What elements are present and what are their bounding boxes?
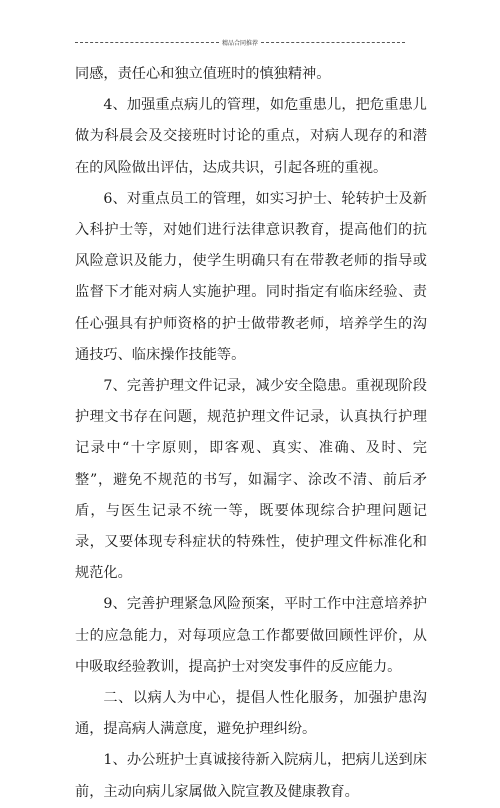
header-title: 精品合同推荐 bbox=[222, 40, 259, 47]
header-divider-left bbox=[75, 42, 219, 43]
document-body bbox=[75, 59, 427, 808]
page-header bbox=[75, 38, 405, 47]
paragraph-item-4: 4、加强重点病儿的管理，如危重患儿，把危重患儿做为科晨会及交接班时讨论的重点，对病人现存的和潜在的风险做出评估，达成共识，引起各班的重视。 bbox=[75, 97, 427, 176]
paragraph-item-6: 6、对重点员工的管理，如实习护士、轮转护士及新入科护士等，对她们进行法律意识教育，提高他们的抗风险意识及能力，使学生明确只有在带教老师的指导或监督下才能对病人实施护理。同时指定有临床经验、责任心强具有护师资格的护士做带教老师，培养学生的沟通技巧、临床操作技能等。 bbox=[75, 190, 427, 363]
paragraph-continuation: 同感，责任心和独立值班时的慎独精神。 bbox=[75, 66, 331, 82]
paragraph-item-9: 9、完善护理紧急风险预案，平时工作中注意培养护士的应急能力，对每项应急工作都要做回顾性评价，从中吸取经验教训，提高护士对突发事件的反应能力。 bbox=[75, 596, 427, 675]
paragraph-section-2: 二、以病人为中心，提倡人性化服务，加强护患沟通，提高病人满意度，避免护理纠纷。 bbox=[75, 690, 427, 738]
paragraph-item-1: 1、办公班护士真诚接待新入院病儿，把病儿送到床前，主动向病儿家属做入院宣教及健康教育。 bbox=[75, 752, 427, 800]
paragraph-item-7: 7、完善护理文件记录，减少安全隐患。重视现阶段护理文书存在问题，规范护理文件记录，认真执行护理记录中“十字原则，即客观、真实、准确、及时、完整”，避免不规范的书写，如漏字、涂改不清、前后矛盾，与医生记录不统一等，既要体现综合护理问题记录，又要体现专科症状的特殊性，使护理文件标准化和规范化。 bbox=[75, 378, 427, 582]
header-divider-right bbox=[261, 42, 405, 43]
